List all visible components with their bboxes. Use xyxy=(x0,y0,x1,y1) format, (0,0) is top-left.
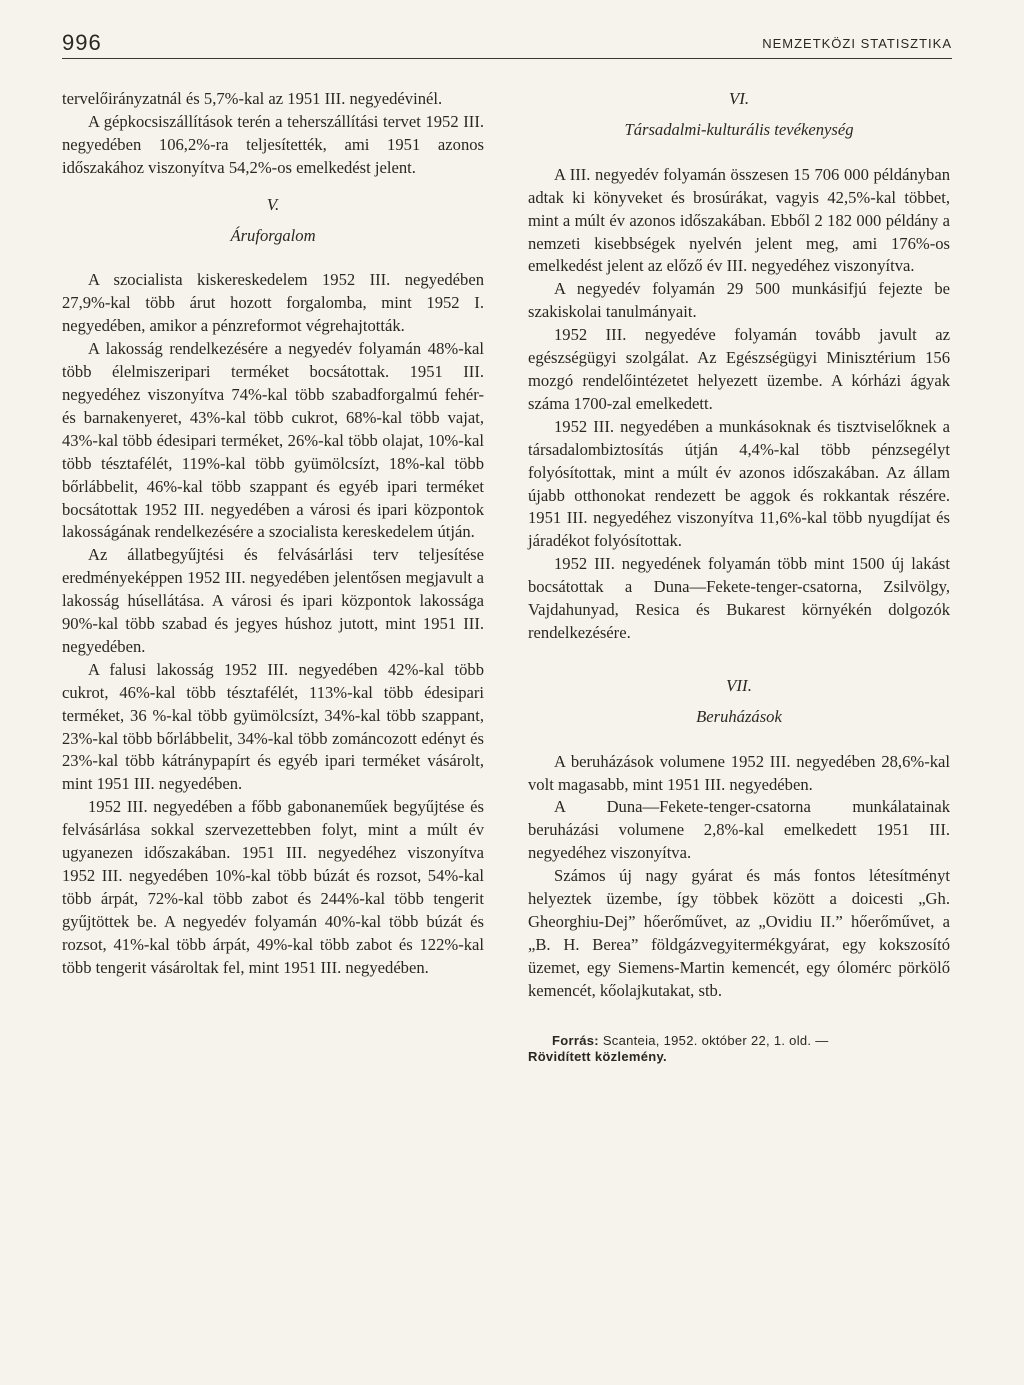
right-column xyxy=(528,88,950,1065)
paragraph: A falusi lakosság 1952 III. negyedében 42%-kal több cukrot, 46%-kal több tésztafélét, 113%-kal több édesipari terméket, 36 %-kal több gyümölcsízt, 34%-kal több szappant, 23%-kal több bőrlábbelit, 34%-kal több zománcozott edényt és 23%-kal több kátránypapírt és egyéb ipari terméket vásárolt, mint 1951 III. negyedében. xyxy=(62,659,484,794)
page-number: 996 xyxy=(62,30,102,55)
header-rule xyxy=(62,58,952,59)
paragraph: Az állatbegyűjtési és felvásárlási terv teljesítése eredményeképpen 1952 III. negyedében jelentősen megjavult a lakosság húsellátása. A városi és ipari központok lakossága 90%-kal több szabad és jegyes húshoz jutott, mint 1951 III. negyedében. xyxy=(62,545,484,656)
running-title: NEMZETKÖZI STATISZTIKA xyxy=(762,36,952,51)
paragraph: A negyedév folyamán 29 500 munkásifjú fejezte be szakiskolai tanulmányait. xyxy=(528,279,950,322)
section-title: Társadalmi-kulturális tevékenység xyxy=(624,119,854,139)
paragraph: tervelőirányzatnál és 5,7%-kal az 1951 III. negyedévinél. xyxy=(62,89,443,108)
section-title: Áruforgalom xyxy=(230,225,316,245)
paragraph: A szocialista kiskereskedelem 1952 III. negyedében 27,9%-kal több árut hozott forgalomba, mint 1952 I. negyedében, amikor a pénzreformot végrehajtották. xyxy=(62,270,484,336)
paragraph: 1952 III. negyedében a főbb gabonaneműek begyűjtése és felvásárlása sokkal szervezettebben folyt, mint a múlt év ugyanezen időszakában. 1951 III. negyedéhez viszonyítva 1952 III. negyedében 10%-kal több búzát és rozsot, 54%-kal több árpát, 72%-kal több zabot és 244%-kal több tengerit gyűjtöttek be. A negyedév folyamán 40%-kal több búzát és rozsot, 41%-kal több árpát, 49%-kal több zabot és 122%-kal több tengerit vásároltak fel, mint 1951 III. negyedében. xyxy=(62,797,484,977)
paragraph: 1952 III. negyedének folyamán több mint 1500 új lakást bocsátottak a Duna—Fekete-tenger-csatorna, Zsilvölgy, Vajdahunyad, Resica és Bukarest környékén dolgozók rendelkezésére. xyxy=(528,554,950,642)
paragraph: A Duna—Fekete-tenger-csatorna munkálatainak beruházási volumene 2,8%-kal emelkedett 1951 III. negyedéhez viszonyítva. xyxy=(528,797,950,863)
source-note xyxy=(528,1033,950,1065)
page-header xyxy=(62,30,952,60)
section-number: VII. xyxy=(726,675,752,695)
paragraph: Számos új nagy gyárat és más fontos létesítményt helyeztek üzembe, így többek között a doicesti „Gh. Gheorghiu-Dej” hőerőművet, az „Ovidiu II.” hőerőművet, a „B. H. Berea” földgázvegyitermékgyárat, egy kokszosító üzemet, egy Siemens-Martin kemencét, egy ólomérc pörkölő kemencét, kőolajkutakat, stb. xyxy=(528,866,950,1000)
paragraph: A lakosság rendelkezésére a negyedév folyamán 48%-kal több élelmiszeripari terméket bocsátottak. 1951 III. negyedéhez viszonyítva 74%-kal több szabadforgalmú fehér- és barnakenyeret, 43%-kal több cukrot, 68%-kal több vajat, 43%-kal több édesipari terméket, 26%-kal több olajat, 10%-kal több tésztafélét, 119%-kal több gyümölcsízt, 18%-kal több bőrlábbelit, 46%-kal több szappant és egyéb ipari terméket bocsátottak 1952 III. negyedében a városi és ipari központok lakosságának rendelkezésére a szocialista kereskedelem útján. xyxy=(62,339,484,542)
section-title: Beruházások xyxy=(696,706,782,726)
paragraph: 1952 III. negyedéve folyamán tovább javult az egészségügyi szolgálat. Az Egészségügyi Minisztérium 156 mozgó rendelőintézetet helyezett üzembe. A kórházi ágyak száma 1700-zal emelkedett. xyxy=(528,325,950,413)
paragraph: A III. negyedév folyamán összesen 15 706 000 példányban adtak ki könyveket és brosúrákat, vagyis 42,5%-kal többet, mint a múlt év azonos időszakában. Ebből 2 182 000 példány a nemzeti kisebbségek nyelvén jelent meg, ami 176%-os emelkedést jelent az előző év III. negyedéhez viszonyítva. xyxy=(528,164,950,276)
source-remark: Rövidített közlemény. xyxy=(528,1048,667,1064)
paragraph: A beruházások volumene 1952 III. negyedében 28,6%-kal volt magasabb, mint 1951 III. negyedében. xyxy=(528,751,950,794)
source-text: Scanteia, 1952. október 22, 1. old. — xyxy=(602,1032,829,1048)
left-column xyxy=(62,88,484,980)
paragraph: A gépkocsiszállítások terén a teherszállítási tervet 1952 III. negyedében 106,2%-ra teljesítették, ami 1951 azonos időszakához viszonyítva 54,2%-os emelkedést jelent. xyxy=(62,111,484,177)
source-label: Forrás: xyxy=(552,1032,599,1048)
section-number: V. xyxy=(266,194,280,214)
section-number: VI. xyxy=(728,89,750,108)
paragraph: 1952 III. negyedében a munkásoknak és tisztviselőknek a társadalombiztosítás útján 4,4%-kal több pénzsegélyt folyósítottak, mint a múlt év azonos időszakában. Az állam újabb otthonokat rendezett be aggok és rokkantak részére. 1951 III. negyedéhez viszonyítva 11,6%-kal több nyugdíjat és járadékot folyósítottak. xyxy=(528,416,950,551)
